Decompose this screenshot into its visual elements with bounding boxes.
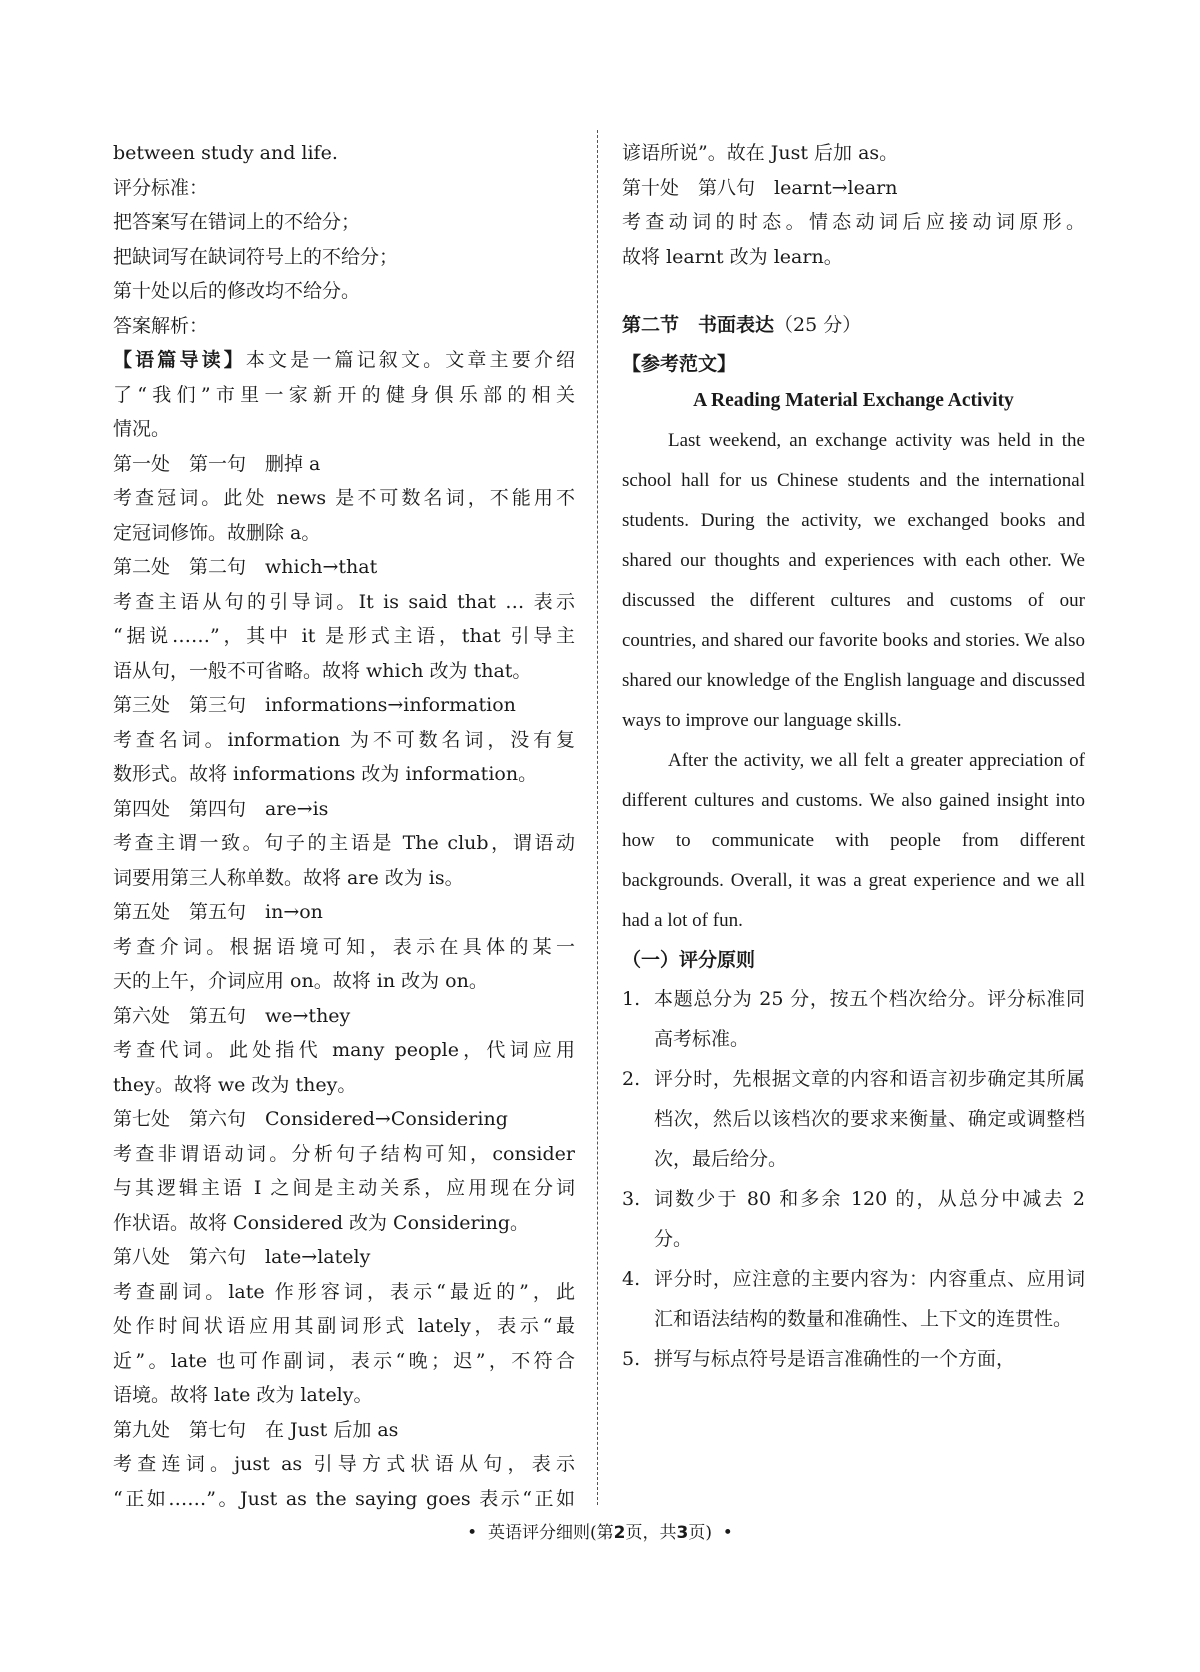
text-line: 第一处 第一句 删掉 a (113, 452, 321, 475)
principle-number: 3. (622, 1188, 641, 1210)
essay-body (622, 421, 1085, 941)
text-line: 考查代词。此处指代 many people，代词应用 (113, 1039, 575, 1061)
footer-page-number: 2 (613, 1523, 626, 1543)
text-line (113, 343, 575, 378)
text-line: 第二处 第二句 which→that (113, 556, 378, 578)
principle-item (622, 979, 1085, 1059)
left-column (113, 136, 575, 1516)
page-footer (0, 1518, 1200, 1543)
text-line: 第四处 第四句 are→is (113, 797, 329, 820)
text-line: 处作时间状语应用其副词形式 lately，表示“最 (113, 1315, 575, 1337)
essay-title: A Reading Material Exchange Activity (693, 390, 1014, 411)
text-line: 作状语。故将 Considered 改为 Considering。 (113, 1211, 530, 1234)
essay-paragraph: After the activity, we all felt a greater appreciation of different cultures and customs. We also gained insight into how to communicate with people from different backgrounds. Overall, it was a great experience and we all had a lot of fun. (622, 750, 1085, 931)
text-line: 情况。 (113, 418, 171, 440)
column-divider (597, 130, 598, 1505)
text-line: they。故将 we 改为 they。 (113, 1073, 357, 1096)
text-line: 第七处 第六句 Considered→Considering (113, 1108, 508, 1130)
footer-bullet: • (722, 1523, 733, 1543)
principle-number: 1. (622, 988, 641, 1010)
sample-label: 【参考范文】 (622, 352, 737, 375)
footer-suffix: 页) (688, 1523, 712, 1543)
principle-item (622, 1339, 1085, 1379)
text-line: 天的上午，介词应用 on。故将 in 改为 on。 (113, 970, 488, 992)
principle-text: 词数少于 80 和多余 120 的，从总分中减去 2 分。 (654, 1188, 1085, 1250)
text-line: 第九处 第七句 在 Just 后加 as (113, 1418, 399, 1441)
text-line: 第十处 第八句 learnt→learn (622, 176, 898, 199)
principle-item (622, 1059, 1085, 1179)
principle-text: 评分时，先根据文章的内容和语言初步确定其所属档次，然后以该档次的要求来衡量、确定或调整档次，最后给分。 (654, 1068, 1085, 1170)
text-line: 第六处 第五句 we→they (113, 1004, 351, 1027)
text-line: 考查主谓一致。句子的主语是 The club，谓语动 (113, 832, 575, 854)
text-line: 定冠词修饰。故删除 a。 (113, 521, 321, 544)
text-line: 词要用第三人称单数。故将 are 改为 is。 (113, 866, 464, 889)
text-line: 考查介词。根据语境可知，表示在具体的某一 (113, 935, 575, 958)
text-line: 考查连词。just as 引导方式状语从句，表示 (113, 1453, 575, 1475)
text-line: 语从句，一般不可省略。故将 which 改为 that。 (113, 659, 532, 682)
section-label: 【语篇导读】 (113, 349, 246, 371)
text-line: 与其逻辑主语 I 之间是主动关系，应用现在分词 (113, 1177, 575, 1199)
text-line: 了“我们”市里一家新开的健身俱乐部的相关 (113, 383, 575, 406)
text-line: 语境。故将 late 改为 lately。 (113, 1384, 373, 1406)
text-line: 第五处 第五句 in→on (113, 901, 323, 923)
principle-item (622, 1259, 1085, 1339)
text-line: 把答案写在错词上的不给分； (113, 211, 361, 233)
text-line: 评分标准： (113, 176, 209, 199)
text-line: 考查非谓语动词。分析句子结构可知，consider (113, 1142, 575, 1165)
principles-list (622, 979, 1085, 1379)
text-line: 故将 learnt 改为 learn。 (622, 245, 843, 268)
essay-paragraph: Last weekend, an exchange activity was held in the school hall for us Chinese students and the international students. During the activity, we exchanged books and shared our thoughts and experiences with each other. We discussed the different cultures and customs of our countries, and shared our favorite books and stories. We also shared our knowledge of the English language and discussed ways to improve our language skills. (622, 430, 1085, 731)
text-line: “正如……”。Just as the saying goes 表示“正如 (113, 1487, 575, 1510)
text-line: 考查冠词。此处 news 是不可数名词，不能用不 (113, 487, 575, 509)
principle-number: 4. (622, 1268, 641, 1290)
principle-number: 5. (622, 1348, 641, 1370)
principle-text: 本题总分为 25 分，按五个档次给分。评分标准同高考标准。 (654, 988, 1085, 1050)
principles-heading: （一）评分原则 (622, 949, 756, 971)
text-line-rest: 本文是一篇记叙文。文章主要介绍 (245, 349, 575, 371)
text-line: 第八处 第六句 late→lately (113, 1246, 371, 1268)
footer-bullet: • (467, 1523, 478, 1543)
footer-middle: 页，共 (625, 1523, 677, 1543)
section-heading: 第二节 书面表达（25 分） (622, 314, 862, 336)
principle-text: 拼写与标点符号是语言准确性的一个方面， (654, 1348, 1016, 1370)
text-line: 考查动词的时态。情态动词后应接动词原形。 (622, 211, 1085, 233)
text-line: 第三处 第三句 informations→information (113, 694, 516, 716)
text-line: 考查副词。late 作形容词，表示“最近的”，此 (113, 1280, 575, 1303)
text-line: between study and life. (113, 142, 338, 164)
text-line: 第十处以后的修改均不给分。 (113, 280, 361, 302)
footer-prefix: 英语评分细则(第 (488, 1523, 614, 1543)
text-line: 近”。late 也可作副词，表示“晚；迟”，不符合 (113, 1349, 575, 1372)
text-line: 数形式。故将 informations 改为 information。 (113, 763, 538, 785)
text-line: 考查名词。information 为不可数名词，没有复 (113, 728, 575, 751)
text-line: “据说……”，其中 it 是形式主语，that 引导主 (113, 625, 575, 647)
text-line: 谚语所说”。故在 Just 后加 as。 (622, 142, 899, 164)
right-column (622, 136, 1085, 1379)
principle-item (622, 1179, 1085, 1259)
text-line: 考查主语从句的引导词。It is said that … 表示 (113, 590, 575, 613)
principle-number: 2. (622, 1068, 641, 1090)
text-line: 把缺词写在缺词符号上的不给分； (113, 245, 399, 268)
footer-total-pages: 3 (676, 1523, 689, 1543)
text-line: 答案解析： (113, 314, 209, 337)
principle-text: 评分时，应注意的主要内容为：内容重点、应用词汇和语法结构的数量和准确性、上下文的连贯性。 (654, 1268, 1085, 1330)
